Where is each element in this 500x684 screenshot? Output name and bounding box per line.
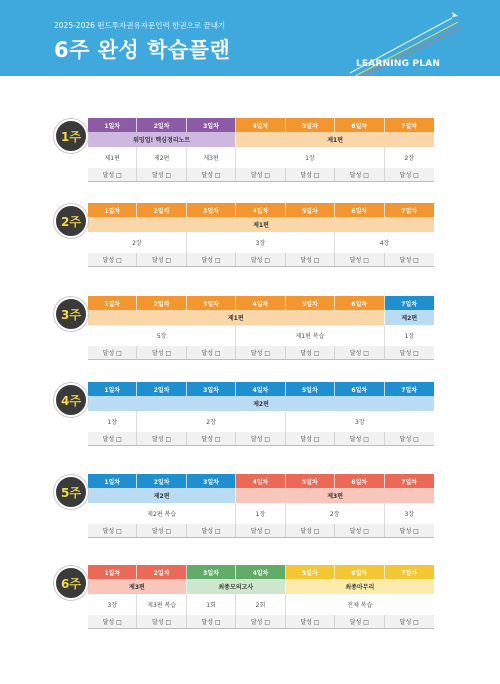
achievement-checkbox[interactable]: 달성 □	[335, 168, 384, 181]
book-cell: 제1편	[88, 310, 385, 325]
day-cell: 3일차	[187, 382, 236, 396]
chapter-row	[88, 594, 434, 616]
chapter-cell: 2장	[88, 232, 187, 253]
day-cell: 3일차	[187, 474, 236, 488]
chapter-cell: 5장	[88, 325, 236, 346]
chapter-cell: 1장	[88, 411, 137, 432]
chapter-cell: 3장	[88, 594, 137, 615]
day-cell: 1일차	[88, 474, 137, 488]
book-row	[88, 132, 434, 147]
day-cell: 4일차	[236, 203, 285, 217]
day-cell: 4일차	[236, 382, 285, 396]
week-block	[54, 203, 434, 269]
achievement-checkbox[interactable]: 달성 □	[137, 615, 186, 628]
week-badge: 5주	[54, 475, 88, 509]
day-cell: 1일차	[88, 203, 137, 217]
achievement-checkbox[interactable]: 달성 □	[187, 432, 236, 445]
book-row	[88, 396, 434, 411]
achievement-checkbox[interactable]: 달성 □	[286, 346, 335, 359]
day-cell: 5일차	[286, 382, 335, 396]
achievement-checkbox[interactable]: 달성 □	[335, 615, 384, 628]
book-row	[88, 217, 434, 232]
chapter-row	[88, 232, 434, 254]
achievement-checkbox[interactable]: 달성 □	[187, 615, 236, 628]
achievement-checkbox[interactable]: 달성 □	[286, 524, 335, 537]
chapter-row	[88, 411, 434, 433]
page-title: 6주 완성 학습플랜	[54, 38, 231, 62]
day-cell: 6일차	[335, 474, 384, 488]
achievement-checkbox[interactable]: 달성 □	[137, 524, 186, 537]
chapter-cell: 3장	[355, 419, 365, 426]
week-block	[54, 565, 434, 631]
chapter-cell: 1장	[404, 333, 415, 340]
book-cell: 제3편	[236, 488, 434, 503]
achievement-checkbox[interactable]: 달성 □	[335, 346, 384, 359]
chapter-cell: 전체 복습	[347, 602, 373, 609]
header-banner	[0, 0, 500, 76]
chapter-cell: 2회	[236, 594, 285, 615]
chapter-cell: 1장	[236, 147, 384, 168]
day-cell: 1일차	[88, 565, 137, 579]
book-cell: 최종마무리	[286, 579, 434, 594]
day-cell: 6일차	[335, 203, 384, 217]
achievement-row	[88, 432, 434, 446]
paper-plane-icon	[452, 12, 458, 17]
achievement-row	[88, 346, 434, 360]
day-cell: 1일차	[88, 118, 137, 132]
book-row	[88, 488, 434, 503]
book-cell: 제2편	[88, 488, 236, 503]
achievement-checkbox[interactable]: 달성 □	[88, 432, 137, 445]
achievement-checkbox[interactable]: 달성 □	[399, 436, 419, 443]
achievement-checkbox[interactable]: 달성 □	[399, 257, 419, 264]
book-cell: 제2편	[385, 310, 434, 325]
day-header-row	[88, 474, 434, 488]
week-block	[54, 118, 434, 184]
chapter-cell: 4장	[379, 240, 390, 247]
header-subtitle: 2025-2026 펀드투자권유자문인력 한권으로 끝내기	[54, 21, 226, 30]
chapter-cell: 제2편	[137, 147, 186, 168]
day-cell: 4일차	[236, 474, 285, 488]
achievement-checkbox[interactable]: 달성 □	[236, 168, 285, 181]
day-cell: 2일차	[137, 203, 186, 217]
day-cell: 7일차	[385, 565, 434, 579]
week-badge: 1주	[54, 119, 88, 153]
day-header-row	[88, 565, 434, 579]
book-cell: 제1편	[236, 132, 434, 147]
week-badge: 6주	[54, 566, 88, 600]
chapter-cell: 3장	[187, 232, 335, 253]
week-badge: 4주	[54, 383, 88, 417]
chapter-cell: 제1편 복습	[236, 325, 384, 346]
achievement-checkbox[interactable]: 달성 □	[286, 432, 335, 445]
achievement-checkbox[interactable]: 달성 □	[236, 615, 285, 628]
achievement-checkbox[interactable]: 달성 □	[399, 619, 419, 626]
achievement-checkbox[interactable]: 달성 □	[187, 253, 236, 266]
chapter-cell: 2장	[286, 503, 385, 524]
chapter-cell: 제3편 복습	[137, 594, 186, 615]
day-cell: 3일차	[187, 565, 236, 579]
week-block	[54, 382, 434, 448]
day-cell: 6일차	[335, 296, 384, 310]
day-cell: 3일차	[187, 203, 236, 217]
day-cell: 5일차	[286, 474, 335, 488]
day-cell: 3일차	[187, 296, 236, 310]
achievement-checkbox[interactable]: 달성 □	[88, 168, 137, 181]
achievement-row	[88, 253, 434, 267]
chapter-cell: 제1편	[88, 147, 137, 168]
achievement-checkbox[interactable]: 달성 □	[399, 350, 419, 357]
achievement-checkbox[interactable]: 달성 □	[236, 432, 285, 445]
day-cell: 4일차	[236, 296, 285, 310]
achievement-checkbox[interactable]: 달성 □	[88, 346, 137, 359]
week-block	[54, 296, 434, 362]
book-cell: 워밍업! 핵심정리노트	[88, 132, 236, 147]
achievement-checkbox[interactable]: 달성 □	[399, 528, 419, 535]
achievement-checkbox[interactable]: 달성 □	[335, 524, 384, 537]
book-row	[88, 310, 434, 325]
achievement-checkbox[interactable]: 달성 □	[335, 253, 384, 266]
day-cell: 6일차	[335, 382, 384, 396]
day-cell: 2일차	[137, 296, 186, 310]
chapter-cell: 제2편 복습	[88, 503, 236, 524]
achievement-checkbox[interactable]: 달성 □	[236, 524, 285, 537]
day-cell: 7일차	[385, 296, 434, 310]
day-cell: 7일차	[385, 203, 434, 217]
chapter-cell: 2장	[404, 155, 415, 162]
day-cell: 3일차	[187, 118, 236, 132]
day-cell: 1일차	[88, 296, 137, 310]
day-header-row	[88, 203, 434, 217]
day-header-row	[88, 118, 434, 132]
achievement-checkbox[interactable]: 달성 □	[137, 432, 186, 445]
chapter-cell: 1장	[236, 503, 285, 524]
achievement-checkbox[interactable]: 달성 □	[137, 346, 186, 359]
achievement-checkbox[interactable]: 달성 □	[137, 253, 186, 266]
achievement-row	[88, 524, 434, 538]
day-cell: 4일차	[236, 565, 285, 579]
day-cell: 5일차	[286, 565, 335, 579]
achievement-row	[88, 615, 434, 629]
day-cell: 5일차	[286, 296, 335, 310]
achievement-checkbox[interactable]: 달성 □	[187, 346, 236, 359]
day-cell: 5일차	[286, 118, 335, 132]
day-header-row	[88, 382, 434, 396]
day-cell: 4일차	[236, 118, 285, 132]
achievement-checkbox[interactable]: 달성 □	[187, 168, 236, 181]
day-cell: 6일차	[335, 118, 384, 132]
day-header-row	[88, 296, 434, 310]
day-cell: 2일차	[137, 382, 186, 396]
achievement-checkbox[interactable]: 달성 □	[286, 615, 335, 628]
day-cell: 6일차	[335, 565, 384, 579]
book-cell: 최종모의고사	[187, 579, 286, 594]
book-row	[88, 579, 434, 594]
book-cell: 제2편	[88, 396, 434, 411]
achievement-checkbox[interactable]: 달성 □	[236, 253, 285, 266]
achievement-checkbox[interactable]: 달성 □	[335, 432, 384, 445]
day-cell: 1일차	[88, 382, 137, 396]
achievement-checkbox[interactable]: 달성 □	[88, 615, 137, 628]
chapter-cell: 제3편	[187, 147, 236, 168]
book-cell: 제1편	[88, 217, 434, 232]
day-cell: 5일차	[286, 203, 335, 217]
achievement-checkbox[interactable]: 달성 □	[286, 168, 335, 181]
week-badge: 2주	[54, 204, 88, 238]
day-cell: 2일차	[137, 474, 186, 488]
chapter-row	[88, 147, 434, 169]
week-badge: 3주	[54, 297, 88, 331]
day-cell: 7일차	[385, 382, 434, 396]
book-cell: 제3편	[88, 579, 187, 594]
week-block	[54, 474, 434, 540]
chapter-cell: 2장	[137, 411, 285, 432]
achievement-checkbox[interactable]: 달성 □	[187, 524, 236, 537]
day-cell: 7일차	[385, 474, 434, 488]
chapter-row	[88, 503, 434, 525]
achievement-checkbox[interactable]: 달성 □	[286, 253, 335, 266]
achievement-row	[88, 168, 434, 182]
achievement-checkbox[interactable]: 달성 □	[88, 524, 137, 537]
day-cell: 2일차	[137, 565, 186, 579]
achievement-checkbox[interactable]: 달성 □	[236, 346, 285, 359]
chapter-row	[88, 325, 434, 347]
day-cell: 2일차	[137, 118, 186, 132]
learning-plan-logo: LEARNING PLAN	[356, 59, 441, 69]
achievement-checkbox[interactable]: 달성 □	[399, 172, 419, 179]
chapter-cell: 1회	[187, 594, 236, 615]
day-cell: 7일차	[385, 118, 434, 132]
achievement-checkbox[interactable]: 달성 □	[88, 253, 137, 266]
achievement-checkbox[interactable]: 달성 □	[137, 168, 186, 181]
chapter-cell: 3장	[404, 511, 415, 518]
